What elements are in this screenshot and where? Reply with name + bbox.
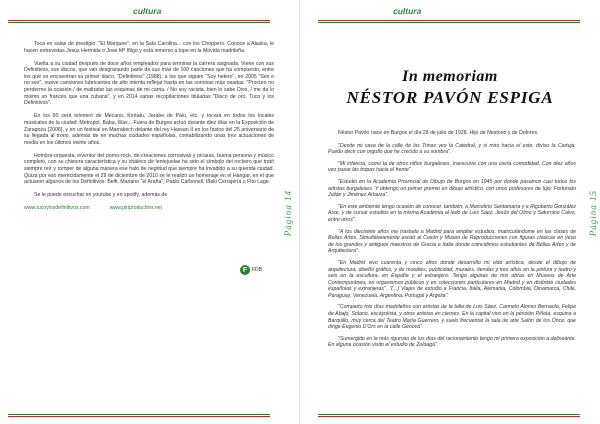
cultura-logo-right (393, 6, 421, 16)
cultura-logo-left (133, 6, 161, 16)
quote-paragraph: "Comparto mis días madrileños con artistas de la talla de Luis Sáez, Carmelo Alonso Bernaola, Felipe de Abajo, Solano, escayolista, y otros artistas en ciernes. En la capital vivo en la pensión Piñeta, esquina a Barquillo, muy cerca del Teatro María Guerrero, y suelo frecuentar la sala de arte Salón de los Once, que dirige Eugenio D'Ors en la calle Génova". (328, 304, 576, 331)
intro-paragraph: Néstor Pavón nace en Burgos el día 28 de julio de 1928. Hijo de Nestorio y de Dolores. (338, 130, 539, 136)
paragraph: Vuelta a su ciudad después de doce años empleados para terminar la carrera asignada. Viene con sus Definitivos, sus discos, que van desgranando parte de sus más de 100 canciones que ha compuesto, entre los que se encuentran su primer disco, "Definitivos" (1988), a los que siguen "Soy hetero", en 2005 "Sex o no sex", nueve canciones lubricantes de alto intenta reflejar hasta en las sonrisas más osadas: "Procuro no perderme la ocasión / de maltratar las esquinas de mi cama. / No soy racista, bien lo sabe Dios, / me da lo mismo un francés que una cubana", y en 2014 varias recopilaciones tituladas "Disco de oro. Tuco y los Definitivos". (24, 60, 274, 107)
top-rule-red (8, 20, 270, 21)
quote-paragraph: "Mi infancia, como la de otros niños burgaleses, transcurre con una cierta comodidad. Con diez años veo pasar las tropas hacia el frente". (328, 160, 576, 174)
website-link[interactable]: www.tucoylosdefinitivos.com (24, 205, 90, 212)
fdb-logo (240, 265, 262, 275)
bottom-rule-red (318, 416, 580, 417)
logo-text: cultura (393, 6, 422, 16)
page-number-right: Página 15 (588, 190, 598, 237)
bottom-rule-red (8, 416, 270, 417)
fdb-label: FDB (252, 267, 262, 273)
bottom-rule-green (318, 414, 580, 415)
quote-paragraph: "Desde mi casa de la calle de las Trinas veo la Catedral, y si miro hacia el este, diviso la Cartuja. Puedo decir con orgullo que he crecido a su sombra". (328, 142, 576, 156)
quote-paragraph: "Estudio en la Academia Provincial de Dibujo de Burgos en 1945 por donde pasamos casi todos los artistas burgaleses. Y obtengo un primer premio en dibujo artístico, con unos profesores de lujo: Fortunato Julián y Jiménez Arbaiza". (328, 178, 576, 199)
paragraph: Hombre-orquesta, inventor del porno-rock, de creaciones corrosivas y pícaras, buena persona y músico completo, con su chistera característica y su chaleco de lentejuelas ha sido el símbolo del rockero que trató siempre reír y romper de alguna manera ese halo de negritud que siempre ha invadido a su querida ciudad. Quizá por eso merecidamente el 29 de diciembre de 2010 se le realizó un homenaje en el Hangar, en el que actuaron algunos de los Definitivos: Belfi, Mariano "el Araña", Pablo Carbonell, Iñaki Cerrajería o Fito Lage. (24, 152, 274, 186)
bottom-rule-green (8, 414, 270, 415)
page-number-left: Página 14 (283, 190, 293, 237)
quote-paragraph: "En este ambiente tengo ocasión de conocer, también, a Marcelino Santamaría y a Rigoberto González Arce, y de cursar estudios en la misma Academia al lado de Luis Sáez, Jesús del Olmo y Saturnino Calvo, entre otros". (328, 203, 576, 223)
top-rule-green (8, 22, 270, 23)
page-fold (299, 0, 300, 424)
left-article (24, 41, 274, 212)
quote-paragraph: "A los diecisiete años me traslado a Madrid para ampliar estudios, matriculándome en las clases de Bellas Artes. Simultáneamente asistó al Casón y Museo de Reproducciones con figuras clásicas en yeso de los grandes y antiguos maestros de Grecia e Italia donde coincidimos estudiantes de Bellas Artes y de Arquitectura". (328, 228, 576, 255)
logo-text: cultura (133, 6, 162, 16)
heading-name: NÉSTOR PAVÓN ESPIGA (346, 88, 554, 107)
paragraph: Se le puede escuchar en youtube y en spotify, además de (34, 192, 168, 199)
links-row (24, 205, 274, 212)
top-rule-red (318, 20, 580, 21)
paragraph: En los 90 será teloneró de Mecano, Kortatu, Jarabe de Palo, etc, y tocará en todos los locales musicales de la ciudad: Metropol, Baba, Wax... Fuera de Burgos actuó durante diez días en la Exposición de Zaragoza (2008), y en un festival en Marrakech delante del rey Hassan II en los fastos del 25 aniversario de su llegada al trono, además de en muchas ciudades españolas, contabilizando unas tres actuaciones de media en los últimos veinte años. (24, 113, 274, 146)
paragraph: Toca en salas de prestigio: "El Marquee", en la Sala Carolina... con los Choppers. Conoce a Alaska, le hacen entrevistas Jesús Hermida o José Mª Iñigo y está inmerso a tope en la Movida madrileña. (24, 41, 274, 54)
website-link[interactable]: www.piriproduction.net (109, 205, 162, 212)
quote-paragraph: "En Madrid vivo cuarenta y cinco años donde desarrollo mi vida artística, desde el dibujo de arquitectura, diseño gráfico, y de muebles, publicidad, murales, tiendas y tres años en la pintura y teatro y seis en la escultura, en España y el extranjero. Tengo algunas de mis obras en Museos de Arte Contemporáneo, en organismos públicos y en colecciones particulares en Madrid y en distintas ciudades españolas y extranjeras". "(...) Viajes de estudio a Francia, Italia, Alemania, Colombia, Dinamarca, Chile, Paraguay, Venezuela, Argentina, Portugal y Argelia". (328, 259, 576, 299)
heading-in-memoriam: In memoriam (402, 68, 498, 85)
quote-paragraph: "Sumergido en la más riguroso de los días del racionamiento tengo mi primera exposición a delineante. En alguna ocasión visito el estudio de Zuloaga". (328, 335, 576, 349)
fdb-icon: F (240, 265, 250, 275)
top-rule-green (318, 22, 580, 23)
right-article (328, 130, 576, 354)
